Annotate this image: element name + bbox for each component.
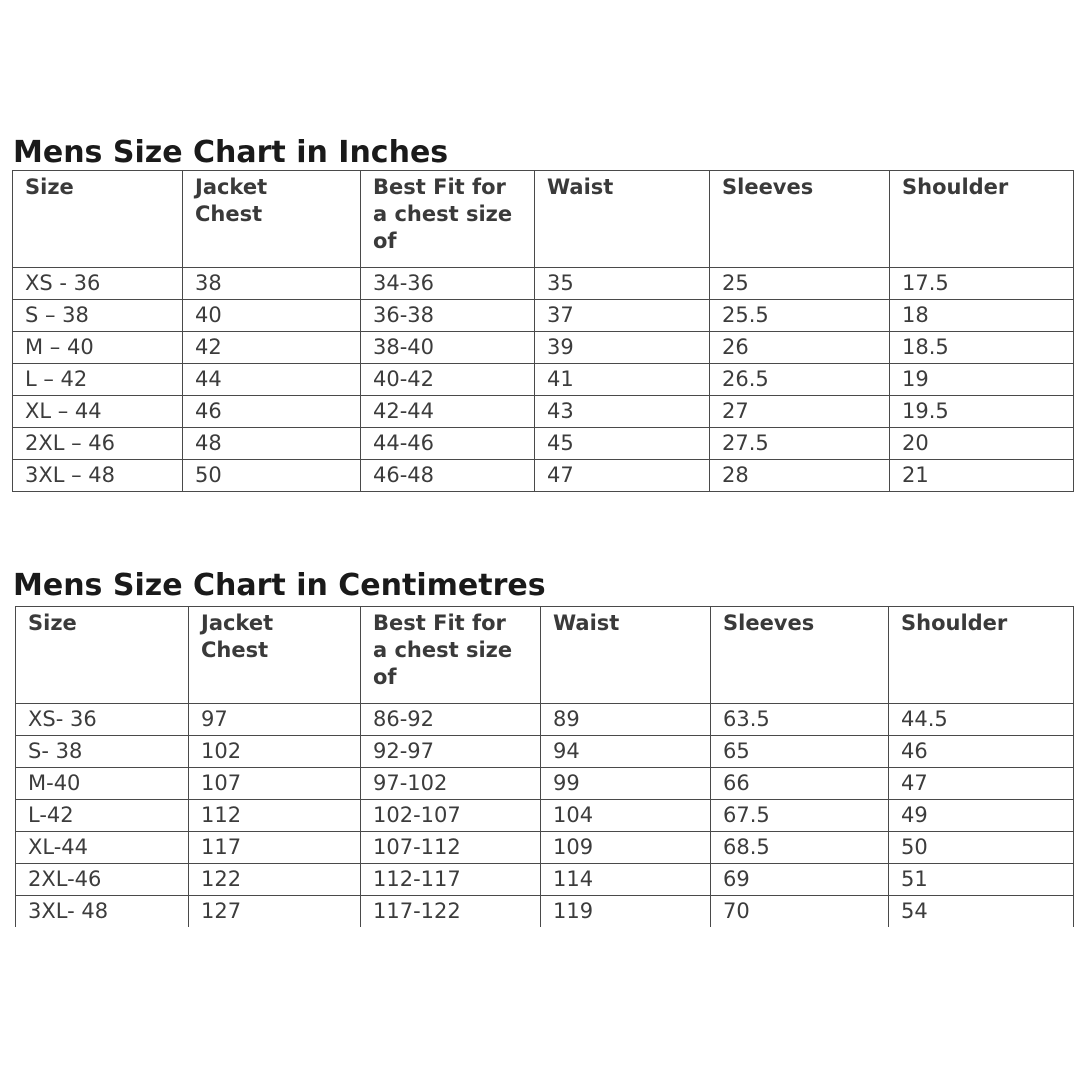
cell-size: M – 40 xyxy=(13,332,183,364)
table-row xyxy=(13,428,1074,460)
table-row xyxy=(16,896,1074,928)
header-shoulder: Shoulder xyxy=(889,607,1074,704)
cell-sleeves: 65 xyxy=(711,736,889,768)
cell-jacket-chest: 112 xyxy=(189,800,361,832)
inches-chart-title: Mens Size Chart in Inches xyxy=(13,135,449,170)
cell-waist: 89 xyxy=(541,704,711,736)
cell-shoulder: 50 xyxy=(889,832,1074,864)
cell-best-fit: 34-36 xyxy=(361,268,535,300)
cell-waist: 94 xyxy=(541,736,711,768)
cell-waist: 45 xyxy=(535,428,710,460)
cell-best-fit: 38-40 xyxy=(361,332,535,364)
cell-shoulder: 19 xyxy=(890,364,1074,396)
header-waist: Waist xyxy=(541,607,711,704)
cell-jacket-chest: 97 xyxy=(189,704,361,736)
centimetres-size-table xyxy=(15,606,1074,927)
cell-size: 2XL-46 xyxy=(16,864,189,896)
header-sleeves: Sleeves xyxy=(710,171,890,268)
cell-sleeves: 27.5 xyxy=(710,428,890,460)
cell-shoulder: 49 xyxy=(889,800,1074,832)
cell-size: 2XL – 46 xyxy=(13,428,183,460)
cell-jacket-chest: 117 xyxy=(189,832,361,864)
cell-sleeves: 28 xyxy=(710,460,890,492)
table-row xyxy=(16,800,1074,832)
header-jacket-chest: Jacket Chest xyxy=(189,607,361,704)
table-row xyxy=(13,268,1074,300)
cell-size: M-40 xyxy=(16,768,189,800)
cell-waist: 109 xyxy=(541,832,711,864)
cell-size: L-42 xyxy=(16,800,189,832)
table-row xyxy=(16,736,1074,768)
cell-best-fit: 97-102 xyxy=(361,768,541,800)
header-best-fit: Best Fit for a chest size of xyxy=(361,171,535,268)
cell-size: XS - 36 xyxy=(13,268,183,300)
cell-sleeves: 25.5 xyxy=(710,300,890,332)
header-size: Size xyxy=(16,607,189,704)
cell-size: 3XL – 48 xyxy=(13,460,183,492)
cell-sleeves: 26 xyxy=(710,332,890,364)
cell-waist: 114 xyxy=(541,864,711,896)
cell-sleeves: 26.5 xyxy=(710,364,890,396)
cell-jacket-chest: 38 xyxy=(183,268,361,300)
cell-jacket-chest: 122 xyxy=(189,864,361,896)
table-row xyxy=(16,864,1074,896)
cell-shoulder: 21 xyxy=(890,460,1074,492)
cell-waist: 43 xyxy=(535,396,710,428)
cell-best-fit: 42-44 xyxy=(361,396,535,428)
table-row xyxy=(13,364,1074,396)
cell-size: S – 38 xyxy=(13,300,183,332)
cell-best-fit: 107-112 xyxy=(361,832,541,864)
table-row xyxy=(13,460,1074,492)
cell-waist: 47 xyxy=(535,460,710,492)
cell-shoulder: 17.5 xyxy=(890,268,1074,300)
table-row xyxy=(16,704,1074,736)
cell-sleeves: 63.5 xyxy=(711,704,889,736)
header-jacket-chest: Jacket Chest xyxy=(183,171,361,268)
header-shoulder: Shoulder xyxy=(890,171,1074,268)
centimetres-chart-title: Mens Size Chart in Centimetres xyxy=(13,568,546,603)
cell-size: S- 38 xyxy=(16,736,189,768)
cell-shoulder: 18 xyxy=(890,300,1074,332)
table-row xyxy=(16,768,1074,800)
cell-jacket-chest: 102 xyxy=(189,736,361,768)
table-row xyxy=(13,332,1074,364)
cell-waist: 104 xyxy=(541,800,711,832)
cell-best-fit: 36-38 xyxy=(361,300,535,332)
cell-best-fit: 46-48 xyxy=(361,460,535,492)
cell-best-fit: 44-46 xyxy=(361,428,535,460)
cell-sleeves: 67.5 xyxy=(711,800,889,832)
cell-size: XS- 36 xyxy=(16,704,189,736)
cell-shoulder: 51 xyxy=(889,864,1074,896)
cell-best-fit: 40-42 xyxy=(361,364,535,396)
cell-best-fit: 102-107 xyxy=(361,800,541,832)
cell-shoulder: 44.5 xyxy=(889,704,1074,736)
cell-size: 3XL- 48 xyxy=(16,896,189,928)
cell-jacket-chest: 50 xyxy=(183,460,361,492)
cell-sleeves: 70 xyxy=(711,896,889,928)
cell-sleeves: 27 xyxy=(710,396,890,428)
header-size: Size xyxy=(13,171,183,268)
cell-waist: 39 xyxy=(535,332,710,364)
cell-best-fit: 112-117 xyxy=(361,864,541,896)
header-sleeves: Sleeves xyxy=(711,607,889,704)
cell-sleeves: 68.5 xyxy=(711,832,889,864)
cell-shoulder: 47 xyxy=(889,768,1074,800)
cell-waist: 41 xyxy=(535,364,710,396)
table-header-row xyxy=(16,607,1074,704)
cell-sleeves: 66 xyxy=(711,768,889,800)
table-row xyxy=(13,300,1074,332)
cell-jacket-chest: 42 xyxy=(183,332,361,364)
header-waist: Waist xyxy=(535,171,710,268)
cell-sleeves: 25 xyxy=(710,268,890,300)
cell-best-fit: 117-122 xyxy=(361,896,541,928)
cell-waist: 35 xyxy=(535,268,710,300)
cell-best-fit: 86-92 xyxy=(361,704,541,736)
table-row xyxy=(16,832,1074,864)
cell-best-fit: 92-97 xyxy=(361,736,541,768)
table-header-row xyxy=(13,171,1074,268)
cell-size: L – 42 xyxy=(13,364,183,396)
table-row xyxy=(13,396,1074,428)
cell-shoulder: 54 xyxy=(889,896,1074,928)
cell-shoulder: 18.5 xyxy=(890,332,1074,364)
cell-waist: 119 xyxy=(541,896,711,928)
cell-jacket-chest: 40 xyxy=(183,300,361,332)
cell-sleeves: 69 xyxy=(711,864,889,896)
cell-size: XL – 44 xyxy=(13,396,183,428)
cell-shoulder: 19.5 xyxy=(890,396,1074,428)
cell-size: XL-44 xyxy=(16,832,189,864)
cell-jacket-chest: 46 xyxy=(183,396,361,428)
inches-size-table xyxy=(12,170,1074,492)
header-best-fit: Best Fit for a chest size of xyxy=(361,607,541,704)
cell-jacket-chest: 107 xyxy=(189,768,361,800)
cell-waist: 37 xyxy=(535,300,710,332)
cell-waist: 99 xyxy=(541,768,711,800)
cell-shoulder: 46 xyxy=(889,736,1074,768)
cell-shoulder: 20 xyxy=(890,428,1074,460)
cell-jacket-chest: 127 xyxy=(189,896,361,928)
cell-jacket-chest: 48 xyxy=(183,428,361,460)
cell-jacket-chest: 44 xyxy=(183,364,361,396)
